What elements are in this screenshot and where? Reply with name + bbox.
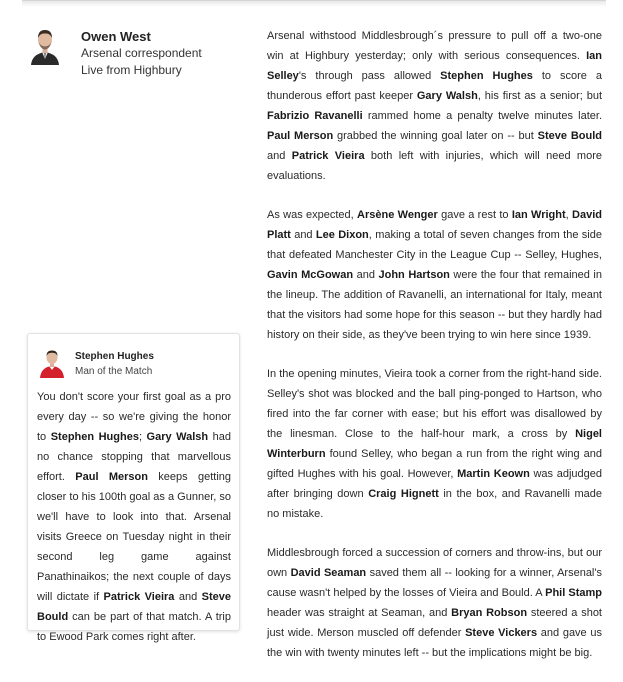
player-name: Gary Walsh [416,90,478,102]
author-location: Live from Highbury [81,63,182,77]
player-name: David Seaman [290,567,367,579]
article-paragraph-4: Middlesbrough forced a succession of corners and throw-ins, but our own David Seaman saved them all -- looking for a winner, Arsenal's cause wasn't helped by the losses of Vieira and Bould. A Phil Stamp header was straight at Seaman, and Bryan Robson steered a shot just wide. Merson muscled off defender Steve Vickers and gave us the win with twenty minutes left -- but the implications might be big. [267,547,602,659]
player-name: Paul Merson [75,471,148,483]
player-name: Fabrizio Ravanelli [267,110,363,122]
player-name: Phil Stamp [545,587,602,599]
player-name: Steve Bould [37,591,232,623]
player-name: Patrick Vieira [103,591,175,603]
author-role: Arsenal correspondent [81,46,202,60]
player-name: Ian Selley [267,50,602,82]
player-name: Gavin McGowan [267,269,354,281]
player-name: Arsène Wenger [357,209,438,221]
player-name: Patrick Vieira [291,150,365,162]
player-name: Stephen Hughes [50,431,139,443]
top-divider [22,0,606,7]
player-name: Craig Hignett [368,488,439,500]
article-paragraph-2: As was expected, Arsène Wenger gave a rest to Ian Wright, David Platt and Lee Dixon, making a total of seven changes from the side that defeated Manchester City in the League Cup -- Selley, Hughes, Gavin McGowan and John Hartson were the four that remained in the lineup. The addition of Ravanelli, an international for Italy, meant that the visitors had some hope for this season -- but they hardly had history on their side, as they've been trying to win here since 1939. [267,209,602,341]
player-name: Martin Keown [457,468,530,480]
motm-title: Man of the Match [75,366,153,377]
author-card [28,27,248,87]
article-body [267,26,602,682]
player-name: Bryan Robson [451,607,528,619]
motm-name: Stephen Hughes [75,351,154,362]
player-name: Steve Vickers [465,627,538,639]
player-name: Stephen Hughes [440,70,533,82]
motm-text: You don't score your first goal as a pro every day -- so we're giving the honor to Stephen Hughes; Gary Walsh had no chance stopping that marvellous effort. Paul Merson keeps getting closer to his 100th goal as a Gunner, so we'll have to look into that. Arsenal visits Greece on Tuesday night in their second leg game against Panathinaikos; the next couple of days will dictate if Patrick Vieira and Steve Bould can be part of that match. A trip to Ewood Park comes right after. [37,391,232,643]
player-name: Steve Bould [537,130,602,142]
player-name: Paul Merson [267,130,334,142]
article-paragraph-3: In the opening minutes, Vieira took a corner from the right-hand side. Selley's shot was blocked and the ball ping-ponged to Hartson, who fired into the far corner with ease; but his effort was disallowed by the linesman. Close to the half-hour mark, a cross by Nigel Winterburn found Selley, who began a run from the right wing and gifted Hughes with his goal. However, Martin Keown was adjudged after bringing down Craig Hignett in the box, and Ravanelli made no mistake. [267,368,602,520]
man-of-the-match-box [27,333,240,643]
player-avatar-icon [39,348,65,378]
author-name: Owen West [81,29,151,44]
player-name: Nigel Winterburn [267,428,602,460]
player-name: David Platt [267,209,602,241]
person-avatar-icon [28,27,62,65]
article-paragraph-1: Arsenal withstood Middlesbrough´s pressure to pull off a two-one win at Highbury yesterday; only with serious consequences. Ian Selley's through pass allowed Stephen Hughes to score a thunderous effort past keeper Gary Walsh, his first as a senior; but Fabrizio Ravanelli rammed home a penalty twelve minutes later. Paul Merson grabbed the winning goal later on -- but Steve Bould and Patrick Vieira both left with injuries, which will need more evaluations. [267,30,603,182]
player-name: Ian Wright [511,209,566,221]
player-name: Gary Walsh [146,431,209,443]
player-name: John Hartson [378,269,450,281]
player-name: Lee Dixon [315,229,369,241]
